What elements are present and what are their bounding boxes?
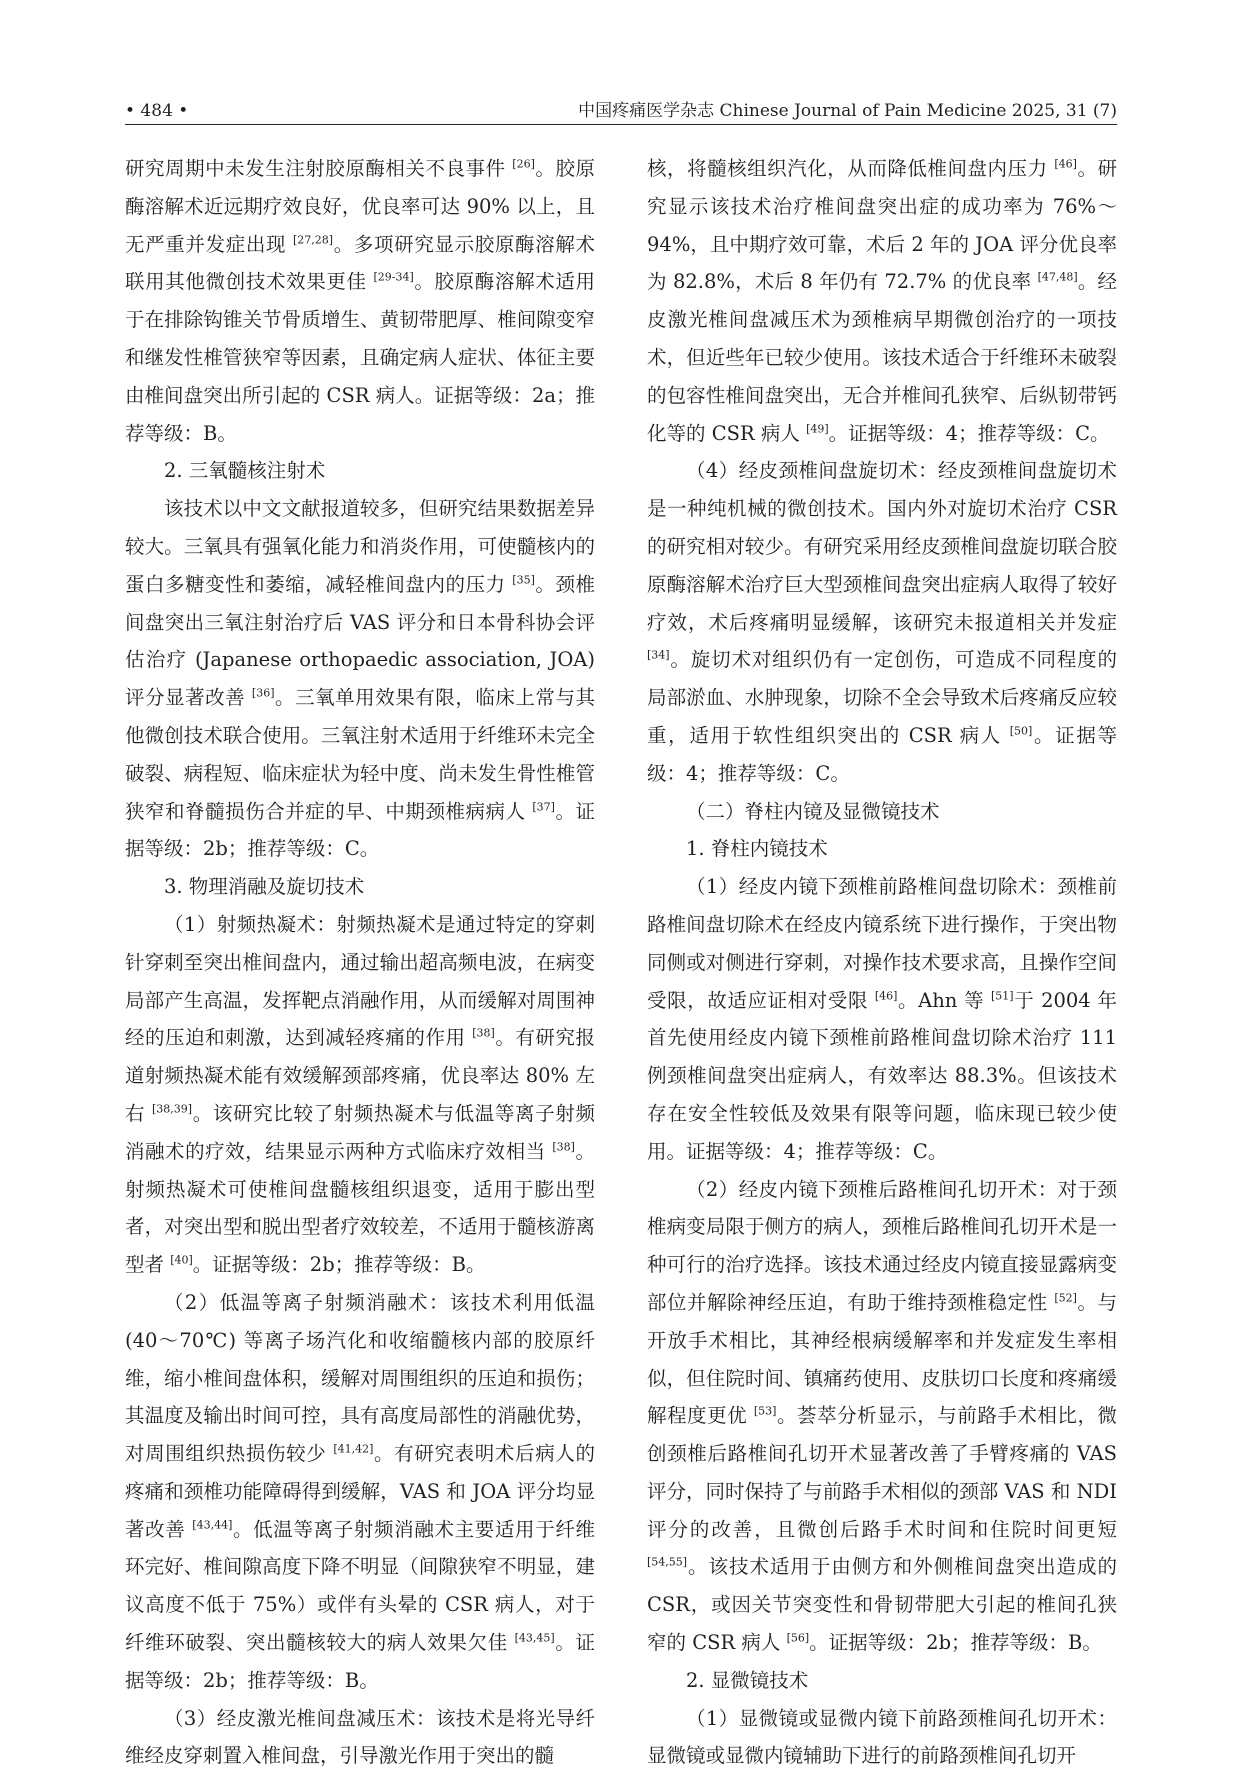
citation-reference: [52]	[1054, 1291, 1077, 1305]
text-run: （1）射频热凝术：射频热凝术是通过特定的穿刺针穿刺至突出椎间盘内，通过输出超高频电波，在病变局部产生高温，发挥靶点消融作用，从而缓解对周围神经的压迫和刺激，达到减轻疼痛的作用	[125, 912, 595, 1050]
text-run: 。该技术适用于由侧方和外侧椎间盘突出造成的 CSR，或因关节突变性和骨韧带肥大引起的椎间孔狭窄的 CSR 病人	[647, 1555, 1117, 1655]
text-run: 。证据等级：4；推荐等级：C。	[647, 723, 1117, 785]
text-run: 。胶原酶溶解术近远期疗效良好，优良率可达 90% 以上，且无严重并发症出现	[125, 157, 595, 256]
text-run: 。射频热凝术可使椎间盘髓核组织退变，适用于膨出型者，对突出型和脱出型者疗效较差，不适用于髓核游离型者	[125, 1139, 595, 1277]
text-run: 研究周期中未发生注射胶原酶相关不良事件	[125, 157, 513, 180]
citation-reference: [29-34]	[373, 270, 414, 284]
journal-title: 中国疼痛医学杂志 Chinese Journal of Pain Medicine 2025, 31 (7)	[578, 101, 1117, 121]
citation-reference: [53]	[753, 1404, 777, 1418]
text-run: 。三氧单用效果有限，临床上常与其他微创技术联合使用。三氧注射术适用于纤维环未完全破裂、病程短、临床症状为轻中度、尚未发生骨性椎管狭窄和脊髓损伤合并症的早、中期颈椎病病人	[125, 686, 595, 823]
right-column	[647, 150, 1117, 1768]
text-run: （4）经皮颈椎间盘旋切术：经皮颈椎间盘旋切术是一种纯机械的微创技术。国内外对旋切术治疗 CSR 的研究相对较少。有研究采用经皮颈椎间盘旋切联合胶原酶溶解术治疗巨大型颈椎间盘突出症病人取得了较好疗效，术后疼痛明显缓解，该研究未报道相关并发症	[647, 459, 1117, 634]
text-run: 。Ahn 等	[897, 988, 991, 1012]
citation-reference: [47,48]	[1037, 270, 1078, 284]
text-run: 。证据等级：2b；推荐等级：B。	[809, 1631, 1102, 1655]
text-run: 。旋切术对组织仍有一定创伤，可造成不同程度的局部淤血、水肿现象，切除不全会导致术后疼痛反应较重，适用于软性组织突出的 CSR 病人	[647, 648, 1117, 747]
header-rule	[125, 124, 1117, 125]
citation-reference: [54,55]	[647, 1555, 688, 1569]
continued-paragraph	[647, 150, 1117, 452]
text-run: （二）脊柱内镜及显微镜技术	[686, 799, 940, 823]
text-run: 2. 显微镜技术	[686, 1668, 809, 1692]
paragraph	[125, 1284, 595, 1700]
paragraph	[125, 1700, 595, 1775]
paragraph	[647, 793, 1117, 831]
paragraph	[647, 1700, 1117, 1775]
text-run: 2. 三氧髓核注射术	[164, 459, 326, 483]
text-run: 3. 物理消融及旋切技术	[164, 875, 365, 899]
paragraph	[647, 1171, 1117, 1662]
citation-reference: [38]	[472, 1026, 495, 1040]
text-run: 。多项研究显示胶原酶溶解术联用其他微创技术效果更佳	[125, 232, 595, 294]
citation-reference: [36]	[251, 686, 275, 700]
continued-paragraph	[125, 150, 595, 452]
paragraph	[125, 906, 595, 1284]
text-run: 。证据等级：4；推荐等级：C。	[828, 421, 1110, 445]
text-run: 。证据等级：2b；推荐等级：B。	[125, 1631, 595, 1692]
paragraph	[647, 452, 1117, 792]
text-run: 。颈椎间盘突出三氧注射治疗后 VAS 评分和日本骨科协会评估治疗 (Japanese orthopaedic association, JOA) 评分显著改善	[125, 572, 595, 710]
citation-reference: [26]	[512, 157, 535, 171]
citation-reference: [37]	[532, 800, 555, 814]
text-run: 。证据等级：2b；推荐等级：C。	[125, 799, 595, 861]
text-run: 。与开放手术相比，其神经根病缓解率和并发症发生率相似，但住院时间、镇痛药使用、皮肤切口长度和疼痛缓解程度更优	[647, 1290, 1117, 1428]
text-run: 。荟萃分析显示，与前路手术相比，微创颈椎后路椎间孔切开术显著改善了手臂疼痛的 VAS 评分，同时保持了与前路手术相似的颈部 VAS 和 NDI 评分的改善，且微创后路手术时间和住院时间更短	[647, 1404, 1117, 1541]
paragraph	[125, 452, 595, 490]
citation-reference: [43,45]	[514, 1631, 555, 1645]
text-run: （1）显微镜或显微内镜下前路颈椎间孔切开术：显微镜或显微内镜辅助下进行的前路颈椎间孔切开	[647, 1706, 1117, 1768]
paragraph	[647, 830, 1117, 868]
text-run: （2）经皮内镜下颈椎后路椎间孔切开术：对于颈椎病变局限于侧方的病人，颈椎后路椎间孔切开术是一种可行的治疗选择。该技术通过经皮内镜直接显露病变部位并解除神经压迫，有助于维持颈椎稳定性	[647, 1177, 1117, 1314]
citation-reference: [56]	[786, 1631, 810, 1645]
citation-reference: [38]	[552, 1140, 575, 1154]
citation-reference: [34]	[647, 648, 670, 662]
citation-reference: [51]	[991, 989, 1014, 1003]
citation-reference: [41,42]	[333, 1442, 374, 1456]
running-header	[125, 98, 1117, 124]
text-run: 核，将髓核组织汽化，从而降低椎间盘内压力	[647, 157, 1055, 180]
citation-reference: [49]	[806, 422, 829, 436]
text-run: 。研究显示该技术治疗椎间盘突出症的成功率为 76%～94%，且中期疗效可靠，术后 2 年的 JOA 评分优良率为 82.8%，术后 8 年仍有 72.7% 的优良率	[647, 157, 1117, 294]
citation-reference: [46]	[874, 989, 898, 1003]
left-column	[125, 150, 595, 1768]
page-number: • 484 •	[125, 101, 189, 121]
text-run: （2）低温等离子射频消融术：该技术利用低温 (40～70℃) 等离子场汽化和收缩髓核内部的胶原纤维，缩小椎间盘体积，缓解对周围组织的压迫和损伤；其温度及输出时间可控，具有高度局部性的消融优势，对周围组织热损伤较少	[125, 1290, 595, 1466]
text-run: 1. 脊柱内镜技术	[686, 837, 828, 861]
paragraph	[647, 868, 1117, 1170]
text-run: 。该研究比较了射频热凝术与低温等离子射频消融术的疗效，结果显示两种方式临床疗效相当	[125, 1101, 595, 1163]
citation-reference: [27,28]	[293, 233, 334, 247]
text-run: 。有研究表明术后病人的疼痛和颈椎功能障碍得到缓解，VAS 和 JOA 评分均显著改善	[125, 1442, 595, 1541]
text-run: 于 2004 年首先使用经皮内镜下颈椎前路椎间盘切除术治疗 111 例颈椎间盘突出症病人，有效率达 88.3%。但该技术存在安全性较低及效果有限等问题，临床现已较少使用。证据等级：4；推荐等级：C。	[647, 988, 1117, 1163]
citation-reference: [43,44]	[192, 1518, 233, 1532]
citation-reference: [46]	[1054, 157, 1077, 171]
text-run: （1）经皮内镜下颈椎前路椎间盘切除术：颈椎前路椎间盘切除术在经皮内镜系统下进行操作，于突出物同侧或对侧进行穿刺，对操作技术要求高，且操作空间受限，故适应证相对受限	[647, 875, 1117, 1012]
paragraph	[125, 490, 595, 868]
text-run: 。证据等级：2b；推荐等级：B。	[192, 1253, 486, 1277]
text-run: 。经皮激光椎间盘减压术为颈椎病早期微创治疗的一项技术，但近些年已较少使用。该技术适合于纤维环未破裂的包容性椎间盘突出，无合并椎间孔狭窄、后纵韧带钙化等的 CSR 病人	[647, 270, 1117, 445]
text-run: 。胶原酶溶解术适用于在排除钩锥关节骨质增生、黄韧带肥厚、椎间隙变窄和继发性椎管狭窄等因素，且确定病人症状、体征主要由椎间盘突出所引起的 CSR 病人。证据等级：2a；推荐等级：B。	[125, 270, 595, 445]
text-run: 该技术以中文文献报道较多，但研究结果数据差异较大。三氧具有强氧化能力和消炎作用，可使髓核内的蛋白多糖变性和萎缩，减轻椎间盘内的压力	[125, 497, 595, 596]
text-run: 。低温等离子射频消融术主要适用于纤维环完好、椎间隙高度下降不明显（间隙狭窄不明显，建议高度不低于 75%）或伴有头晕的 CSR 病人，对于纤维环破裂、突出髓核较大的病人效果欠佳	[125, 1517, 595, 1655]
citation-reference: [50]	[1009, 724, 1033, 738]
paragraph	[125, 868, 595, 906]
text-run: （3）经皮激光椎间盘减压术：该技术是将光导纤维经皮穿刺置入椎间盘，引导激光作用于突出的髓	[125, 1706, 595, 1768]
text-run: 。有研究报道射频热凝术能有效缓解颈部疼痛，优良率达 80% 左右	[125, 1026, 595, 1125]
citation-reference: [38,39]	[152, 1102, 193, 1116]
citation-reference: [40]	[170, 1253, 193, 1267]
paragraph	[647, 1662, 1117, 1700]
citation-reference: [35]	[512, 573, 535, 587]
